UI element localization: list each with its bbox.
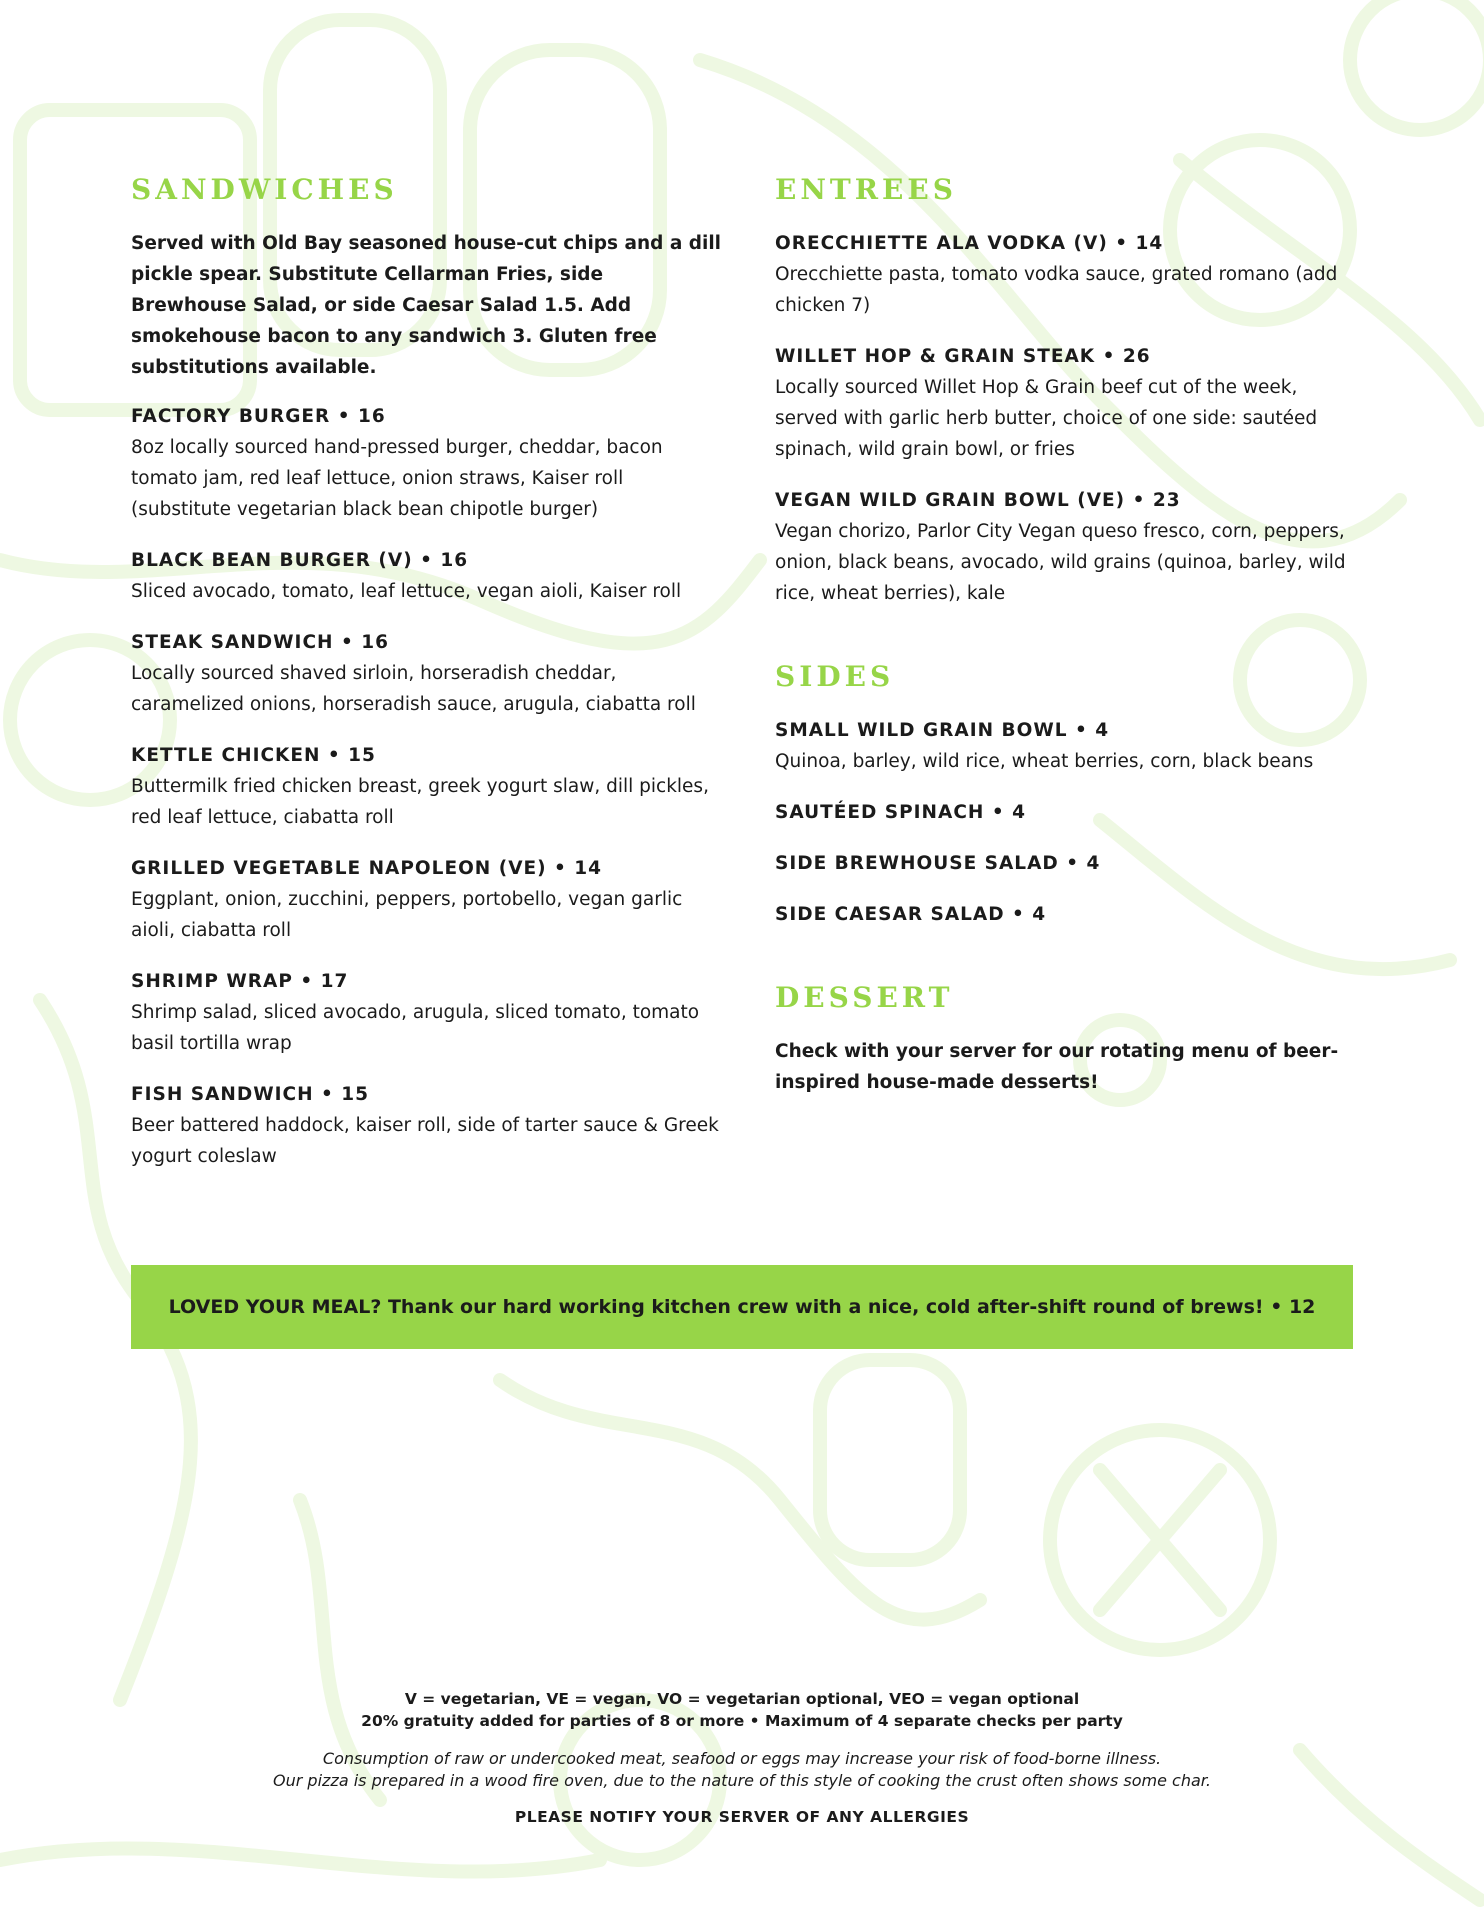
entrees-title: ENTREES	[775, 173, 957, 206]
menu-item	[775, 848, 1355, 879]
item-description: Locally sourced Willet Hop & Grain beef cut of the week, served with garlic herb butter, choice of one side: sautéed spinach, wild grain bowl, or fries	[775, 377, 1318, 460]
item-name: FACTORY BURGER • 16	[131, 406, 386, 427]
dessert-title: DESSERT	[775, 981, 954, 1014]
item-description: Sliced avocado, tomato, leaf lettuce, vegan aioli, Kaiser roll	[131, 581, 682, 602]
menu-item	[775, 228, 1355, 321]
right-column	[775, 170, 1355, 1116]
item-name: SIDE BREWHOUSE SALAD • 4	[775, 853, 1101, 874]
menu-item	[131, 545, 721, 607]
item-name: VEGAN WILD GRAIN BOWL (VE) • 23	[775, 490, 1181, 511]
sandwiches-section	[131, 170, 721, 1192]
menu-item	[775, 899, 1355, 930]
item-name: ORECCHIETTE ALA VODKA (V) • 14	[775, 233, 1164, 254]
gratuity-note: 20% gratuity added for parties of 8 or more • Maximum of 4 separate checks per party	[361, 1712, 1123, 1730]
banner-text: LOVED YOUR MEAL? Thank our hard working kitchen crew with a nice, cold after-shift round of brews! • 12	[168, 1296, 1316, 1318]
item-name: KETTLE CHICKEN • 15	[131, 745, 376, 766]
kitchen-crew-banner	[131, 1265, 1353, 1349]
item-description: Shrimp salad, sliced avocado, arugula, sliced tomato, tomato basil tortilla wrap	[131, 1002, 700, 1054]
menu-item	[775, 715, 1355, 777]
item-description: Orecchiette pasta, tomato vodka sauce, grated romano (add chicken 7)	[775, 264, 1338, 316]
entrees-section	[775, 170, 1355, 609]
menu-item	[131, 1079, 721, 1172]
item-name: GRILLED VEGETABLE NAPOLEON (VE) • 14	[131, 858, 603, 879]
item-name: SIDE CAESAR SALAD • 4	[775, 904, 1047, 925]
sandwiches-intro: Served with Old Bay seasoned house-cut chips and a dill pickle spear. Substitute Cellarman Fries, side Brewhouse Salad, or side Caesar Salad 1.5. Add smokehouse bacon to any sandwich 3. Gluten free substitutions available.	[131, 233, 722, 378]
menu-item	[775, 485, 1355, 609]
section-spacer	[775, 629, 1355, 657]
sandwiches-title: SANDWICHES	[131, 173, 398, 206]
item-description: Vegan chorizo, Parlor City Vegan queso fresco, corn, peppers, onion, black beans, avocado, wild grains (quinoa, barley, wild rice, wheat berries), kale	[775, 521, 1346, 604]
sides-section	[775, 657, 1355, 930]
section-spacer	[775, 950, 1355, 978]
menu-item	[775, 341, 1355, 465]
menu-item	[131, 966, 721, 1059]
dietary-legend: V = vegetarian, VE = vegan, VO = vegetarian optional, VEO = vegan optional	[404, 1690, 1080, 1708]
pizza-char-note: Our pizza is prepared in a wood fire oven, due to the nature of this style of cooking the crust often shows some char.	[273, 1771, 1211, 1790]
item-description: Locally sourced shaved sirloin, horseradish cheddar, caramelized onions, horseradish sauce, arugula, ciabatta roll	[131, 663, 696, 715]
menu-item	[131, 627, 721, 720]
dessert-section	[775, 978, 1355, 1098]
item-name: STEAK SANDWICH • 16	[131, 632, 389, 653]
item-name: WILLET HOP & GRAIN STEAK • 26	[775, 346, 1151, 367]
dessert-text: Check with your server for our rotating menu of beer-inspired house-made desserts!	[775, 1041, 1339, 1093]
item-description: Buttermilk fried chicken breast, greek yogurt slaw, dill pickles, red leaf lettuce, ciabatta roll	[131, 776, 709, 828]
menu-item	[131, 740, 721, 833]
raw-food-warning: Consumption of raw or undercooked meat, seafood or eggs may increase your risk of food-borne illness.	[322, 1749, 1162, 1768]
menu-item	[775, 797, 1355, 828]
item-name: BLACK BEAN BURGER (V) • 16	[131, 550, 469, 571]
item-description: 8oz locally sourced hand-pressed burger, cheddar, bacon tomato jam, red leaf lettuce, onion straws, Kaiser roll (substitute vegetarian black bean chipotle burger)	[131, 437, 663, 520]
item-name: SHRIMP WRAP • 17	[131, 971, 349, 992]
menu-item	[131, 401, 721, 525]
item-name: SAUTÉED SPINACH • 4	[775, 802, 1026, 823]
item-description: Quinoa, barley, wild rice, wheat berries, corn, black beans	[775, 751, 1314, 772]
footer	[0, 1688, 1484, 1826]
menu-item	[131, 853, 721, 946]
food-safety-disclaimer	[0, 1748, 1484, 1792]
item-description: Beer battered haddock, kaiser roll, side of tarter sauce & Greek yogurt coleslaw	[131, 1115, 719, 1167]
sides-title: SIDES	[775, 660, 895, 693]
item-name: SMALL WILD GRAIN BOWL • 4	[775, 720, 1110, 741]
item-name: FISH SANDWICH • 15	[131, 1084, 370, 1105]
item-description: Eggplant, onion, zucchini, peppers, portobello, vegan garlic aioli, ciabatta roll	[131, 889, 683, 941]
allergy-notice: PLEASE NOTIFY YOUR SERVER OF ANY ALLERGIES	[514, 1808, 970, 1826]
